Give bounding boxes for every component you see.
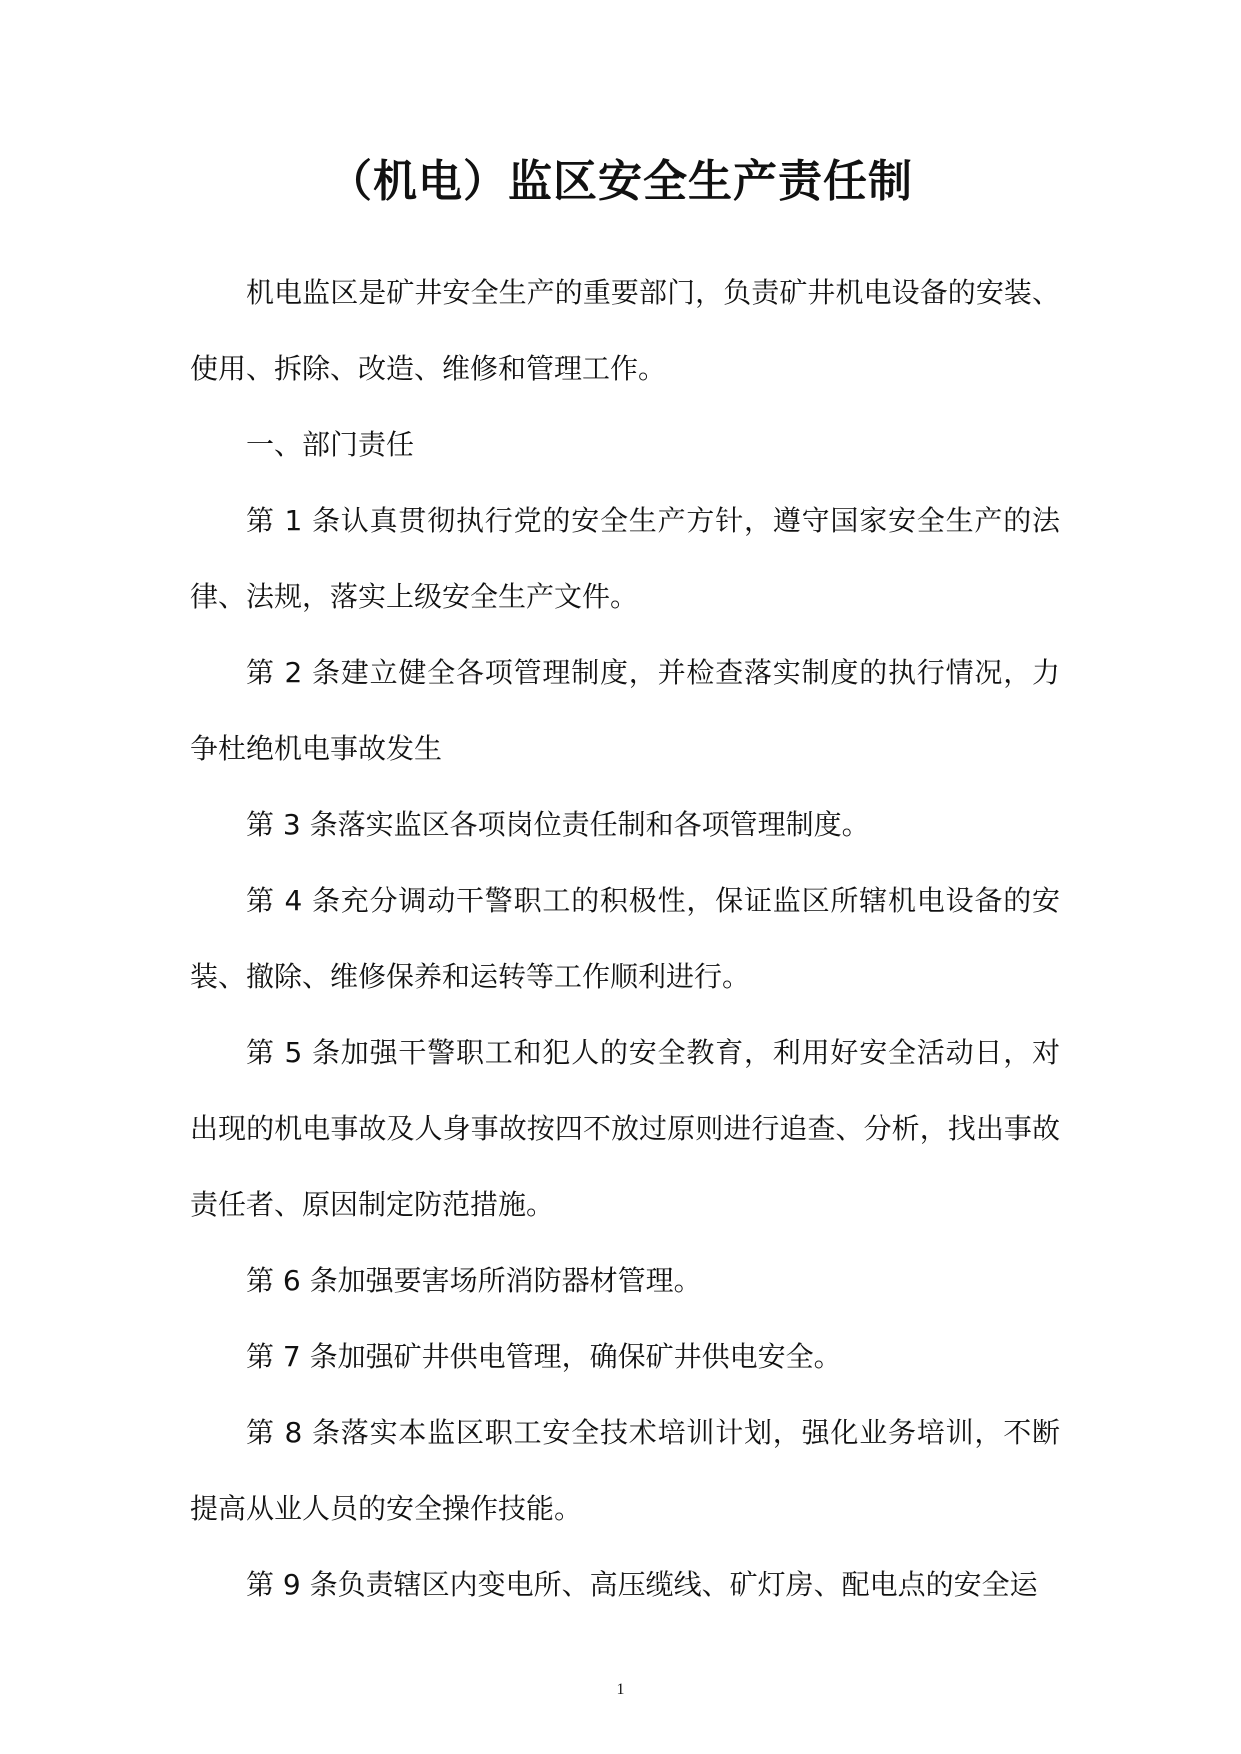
article-2: 第 2 条建立健全各项管理制度，并检查落实制度的执行情况，力争杜绝机电事故发生 xyxy=(190,656,1060,765)
document-title: （机电）监区安全生产责任制 xyxy=(328,156,913,207)
article-3: 第 3 条落实监区各项岗位责任制和各项管理制度。 xyxy=(246,808,870,841)
document-body xyxy=(190,255,1060,1623)
section-heading: 一、部门责任 xyxy=(246,428,415,461)
article-6: 第 6 条加强要害场所消防器材管理。 xyxy=(246,1264,702,1297)
page-number: 1 xyxy=(616,1681,625,1698)
article-8: 第 8 条落实本监区职工安全技术培训计划，强化业务培训，不断提高从业人员的安全操作技能。 xyxy=(190,1416,1060,1525)
intro-paragraph: 机电监区是矿井安全生产的重要部门，负责矿井机电设备的安装、使用、拆除、改造、维修和管理工作。 xyxy=(190,276,1060,385)
article-1: 第 1 条认真贯彻执行党的安全生产方针，遵守国家安全生产的法律、法规，落实上级安全生产文件。 xyxy=(190,504,1060,613)
article-7: 第 7 条加强矿井供电管理，确保矿井供电安全。 xyxy=(246,1340,842,1373)
article-5: 第 5 条加强干警职工和犯人的安全教育，利用好安全活动日，对出现的机电事故及人身事故按四不放过原则进行追查、分析，找出事故责任者、原因制定防范措施。 xyxy=(190,1036,1060,1221)
article-9: 第 9 条负责辖区内变电所、高压缆线、矿灯房、配电点的安全运 xyxy=(246,1568,1038,1601)
article-4: 第 4 条充分调动干警职工的积极性，保证监区所辖机电设备的安装、撤除、维修保养和运转等工作顺利进行。 xyxy=(190,884,1060,993)
